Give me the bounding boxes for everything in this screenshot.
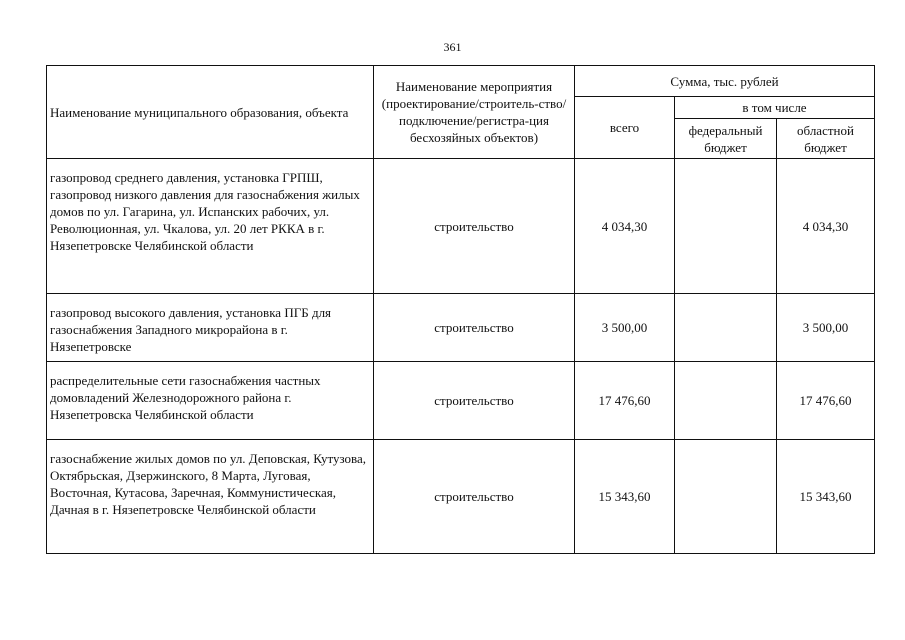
total-cell: 4 034,30 [575,159,675,294]
header-row-1 [47,66,875,97]
budget-table [46,65,875,554]
object-name-cell: газоснабжение жилых домов по ул. Деповская, Кутузова, Октябрьская, Дзержинского, 8 Марта, Луговая, Восточная, Кутасова, Заречная, Коммунистическая, Дачная в г. Нязепетровске Челябинской области [47,440,374,554]
activity-cell: строительство [374,159,575,294]
header-activity-name: Наименование мероприятия (проектирование/строитель-ство/подключение/регистра-ция бесхозяйных объектов) [374,66,575,159]
header-including: в том числе [675,97,875,119]
regional-cell: 15 343,60 [777,440,875,554]
activity-cell: строительство [374,362,575,440]
federal-cell [675,440,777,554]
total-cell: 17 476,60 [575,362,675,440]
object-name-cell: распределительные сети газоснабжения частных домовладений Железнодорожного района г. Нязепетровска Челябинской области [47,362,374,440]
table-row [47,362,875,440]
header-total: всего [575,97,675,159]
page-number: 361 [443,40,462,54]
header-object-name: Наименование муниципального образования, объекта [47,66,374,159]
header-federal: федеральный бюджет [675,119,777,159]
header-regional: областной бюджет [777,119,875,159]
header-sum: Сумма, тыс. рублей [575,66,875,97]
activity-cell: строительство [374,440,575,554]
regional-cell: 17 476,60 [777,362,875,440]
federal-cell [675,159,777,294]
table-row [47,159,875,294]
regional-cell: 4 034,30 [777,159,875,294]
activity-cell: строительство [374,294,575,362]
regional-cell: 3 500,00 [777,294,875,362]
table-row [47,440,875,554]
object-name-cell: газопровод высокого давления, установка ПГБ для газоснабжения Западного микрорайона в г. Нязепетровске [47,294,374,362]
federal-cell [675,294,777,362]
total-cell: 15 343,60 [575,440,675,554]
federal-cell [675,362,777,440]
object-name-cell: газопровод среднего давления, установка ГРПШ, газопровод низкого давления для газоснабжения жилых домов по ул. Гагарина, ул. Испанских рабочих, ул. Революционная, ул. Чкалова, ул. 20 лет РККА в г. Нязепетровске Челябинской области [47,159,374,294]
table-row [47,294,875,362]
total-cell: 3 500,00 [575,294,675,362]
